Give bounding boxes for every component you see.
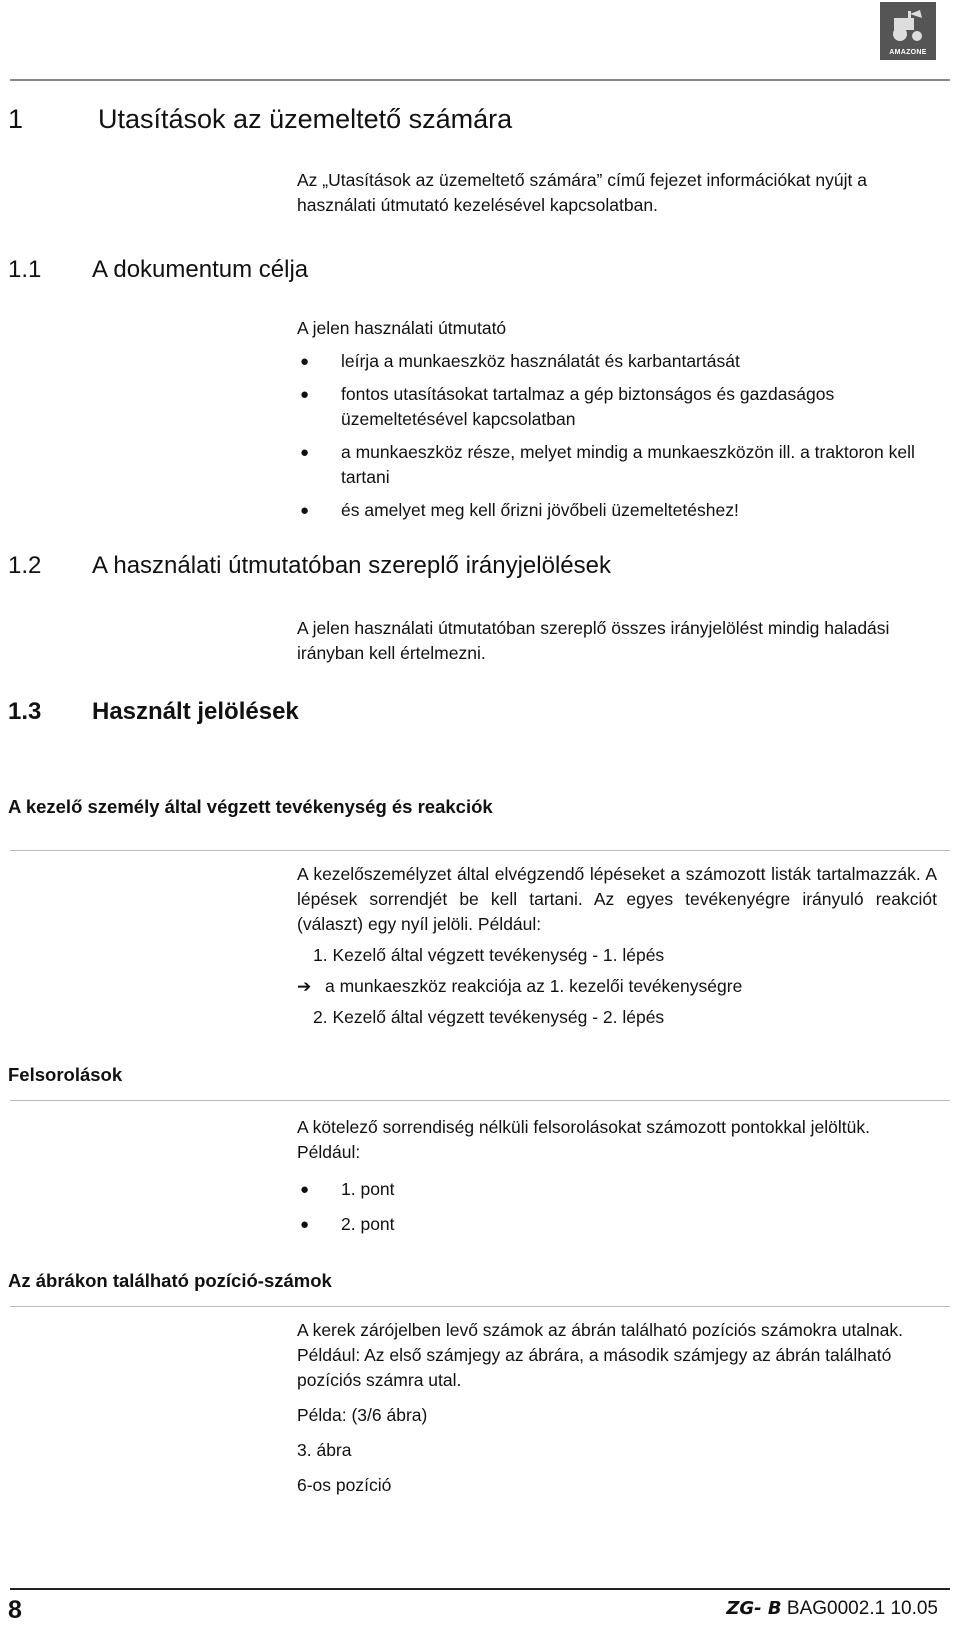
list-item: ● leírja a munkaeszköz használatát és karbantartását — [297, 349, 937, 374]
list-item: ● 1. pont — [297, 1177, 937, 1202]
section-number: 1 — [8, 104, 24, 134]
section-1-intro: Az „Utasítások az üzemeltető számára” című fejezet információkat nyújt a használati útmutató kezelésével kapcsolatban. — [297, 170, 867, 215]
section-title: A használati útmutatóban szereplő irányjelölések — [92, 552, 611, 579]
step-2: 2. Kezelő által végzett tevékenység - 2. lépés — [313, 1007, 665, 1027]
enumerations-block — [297, 1115, 937, 1237]
position-label: 6-os pozíció — [297, 1475, 392, 1495]
subheading-operator-actions: A kezelő személy által végzett tevékenység és reakciók — [8, 796, 493, 817]
section-title: A dokumentum célja — [92, 256, 309, 283]
bullet-icon: ● — [300, 502, 310, 519]
bullet-icon: ● — [300, 353, 310, 370]
section-1-3-heading — [8, 698, 908, 728]
operator-actions-text: A kezelőszemélyzet által elvégzendő lépéseket a számozott listák tartalmazzák. A lépések sorrendjét be kell tartani. Az egyes tevékenyégre irányuló reakciót (választ) egy nyíl jelöli. Például: — [297, 864, 937, 934]
header-rule — [10, 79, 950, 81]
step-1: 1. Kezelő által végzett tevékenység - 1. lépés — [313, 945, 665, 965]
page-number: 8 — [8, 1596, 22, 1624]
section-number: 1.3 — [8, 698, 42, 725]
bullet-icon: ● — [300, 1216, 310, 1233]
subheading-position-numbers: Az ábrákon található pozíció-számok — [8, 1270, 332, 1291]
document-code — [726, 1598, 938, 1620]
subheading-enumerations: Felsorolások — [8, 1064, 123, 1085]
position-numbers-block — [297, 1318, 937, 1498]
reaction-text: a munkaeszköz reakciója az 1. kezelői tevékenységre — [325, 976, 743, 996]
section-title: Utasítások az üzemeltető számára — [98, 104, 513, 134]
section-title: Használt jelölések — [92, 698, 299, 725]
divider — [10, 1306, 950, 1307]
figure-label: 3. ábra — [297, 1440, 352, 1460]
operator-actions-block — [297, 862, 937, 1030]
logo-text: AMAZONE — [889, 49, 927, 56]
reaction-line — [297, 974, 937, 999]
example-label: Példa: (3/6 ábra) — [297, 1405, 428, 1425]
list-item: ● a munkaeszköz része, melyet mindig a munkaeszközön ill. a traktoron kell tartani — [300, 442, 915, 487]
tractor-emblem-icon — [890, 8, 926, 42]
section-1-heading — [8, 104, 908, 138]
bullet-icon: ● — [300, 386, 310, 403]
position-numbers-text: A kerek zárójelben levő számok az ábrán található pozíciós számokra utalnak. Például: Az első számjegy az ábrára, a második számjegy az ábrán található pozíciós számra utal. — [297, 1320, 904, 1390]
brand-mark: ZG- B — [726, 1598, 782, 1619]
section-number: 1.2 — [8, 552, 42, 579]
bullet-icon: ● — [300, 444, 310, 461]
purpose-lead: A jelen használati útmutató — [297, 318, 507, 338]
purpose-block — [297, 316, 937, 523]
list-item: ● 2. pont — [297, 1212, 937, 1237]
amazone-logo — [880, 2, 936, 60]
section-number: 1.1 — [8, 256, 42, 283]
section-1-2-heading — [8, 552, 928, 582]
list-item: ● és amelyet meg kell őrizni jövőbeli üzemeltetéshez! — [297, 498, 937, 523]
divider — [10, 1100, 950, 1101]
enumerations-text: A kötelező sorrendiség nélküli felsorolásokat számozott pontokkal jelöltük. Például: — [297, 1117, 870, 1162]
arrow-right-icon: ➔ — [297, 977, 312, 996]
divider — [10, 850, 950, 851]
footer-rule — [10, 1588, 950, 1590]
section-1-1-heading — [8, 256, 908, 286]
list-item: ● fontos utasításokat tartalmaz a gép biztonságos és gazdaságos üzemeltetésével kapcsolatban — [300, 384, 835, 429]
doc-code: BAG0002.1 10.05 — [786, 1598, 938, 1619]
direction-text: A jelen használati útmutatóban szereplő összes irányjelölést mindig haladási irányban kell értelmezni. — [297, 618, 890, 663]
bullet-icon: ● — [300, 1181, 310, 1198]
